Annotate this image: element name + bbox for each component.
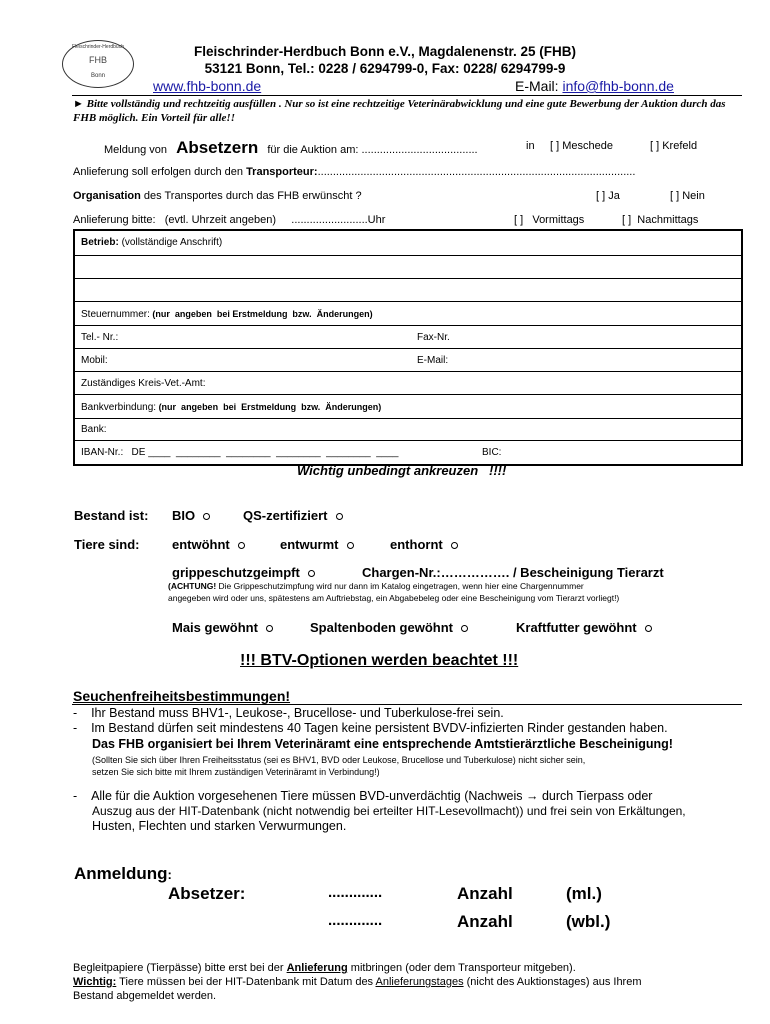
seuchen-b2: - Im Bestand dürfen seit mindestens 40 Tagen keine persistent BVDV-infizierten Rinder gestanden haben. xyxy=(73,721,668,735)
nein-checkbox[interactable]: [ ] Nein xyxy=(670,190,705,202)
ml-label: (ml.) xyxy=(566,884,602,903)
entwoehnt-option[interactable] xyxy=(172,537,245,552)
absetzer-dots-1[interactable]: ............. xyxy=(328,884,383,901)
absetzer-label: Absetzer: xyxy=(168,884,246,903)
form-email-label: E-Mail: xyxy=(417,355,449,366)
entwurmt-label: entwurmt xyxy=(280,537,339,552)
footer-l2-c: Anlieferungstages xyxy=(375,976,464,988)
mobil-email-row[interactable] xyxy=(75,348,741,371)
achtung-line2: angegeben wird oder uns, spätestens am Auftriebstag, ein Abgabebeleg oder eine Bescheinigung vom Tierarzt vorliegt!) xyxy=(168,593,620,603)
steuer-label: Steuernummer: xyxy=(81,309,150,320)
footer-line2 xyxy=(73,976,642,988)
address-line-2[interactable] xyxy=(75,278,741,301)
anmeldung-colon: : xyxy=(167,867,172,882)
bank-label: Bank: xyxy=(81,424,107,435)
nachmittags-checkbox[interactable]: [ ] Nachmittags xyxy=(622,214,699,226)
organisation-label: Organisation xyxy=(73,190,141,202)
seuchen-b3: - Alle für die Auktion vorgesehenen Tiere müssen BVD-unverdächtig (Nachweis → durch Tierpass oder xyxy=(73,789,653,803)
seuchen-b2-note2: setzen Sie sich bitte mit Ihrem zuständigen Veterinäramt in Verbindung!) xyxy=(92,767,380,777)
kraftfutter-radio[interactable] xyxy=(645,625,652,632)
bio-option[interactable] xyxy=(172,508,210,523)
transporteur-prefix: Anlieferung soll erfolgen durch den xyxy=(73,166,247,178)
tel-fax-row[interactable] xyxy=(75,325,741,348)
footer-l1-c: mitbringen (oder dem Transporteur mitgeben). xyxy=(347,962,576,974)
qs-label: QS-zertifiziert xyxy=(243,508,328,523)
email-link[interactable]: info@fhb-bonn.de xyxy=(562,78,674,94)
logo-bottom-text: Bonn xyxy=(90,73,105,79)
bankverbindung-note: (nur angeben bei Erstmeldung bzw. Änderungen) xyxy=(156,402,382,412)
seuchen-b3-line2: Auszug aus der HIT-Datenbank (nicht notwendig bei erteilter HIT-Lesevollmacht)) und frei sein von Erkältungen, xyxy=(92,804,686,818)
wichtig-ankreuzen: Wichtig unbedingt ankreuzen !!!! xyxy=(297,463,507,478)
mais-radio[interactable] xyxy=(266,625,273,632)
logo-top-text: Fleischrinder-Herdbuch xyxy=(72,44,124,50)
footer-l2-a: Wichtig: xyxy=(73,976,117,988)
seuchen-b1: - Ihr Bestand muss BHV1-, Leukose-, Brucellose- und Tuberkulose-frei sein. xyxy=(73,706,504,720)
transporteur-label: Transporteur: xyxy=(246,166,318,178)
entwoehnt-radio[interactable] xyxy=(238,542,245,549)
seuchen-b3-line1: Alle für die Auktion vorgesehenen Tiere müssen BVD-unverdächtig (Nachweis → durch Tierpass oder xyxy=(91,789,653,803)
vormittags-checkbox[interactable]: [ ] Vormittags xyxy=(514,214,585,226)
anmeldung-title-text: Anmeldung xyxy=(74,864,168,883)
email-row xyxy=(515,78,674,94)
absetzer-dots-2[interactable]: ............. xyxy=(328,912,383,929)
mais-label: Mais gewöhnt xyxy=(172,620,258,635)
iban-label: IBAN-Nr.: DE ____ ________ ________ ________ ________ ____ xyxy=(81,447,399,458)
fax-label: Fax-Nr. xyxy=(417,332,450,343)
steuer-row[interactable] xyxy=(75,301,741,325)
seuchen-b1-text: Ihr Bestand muss BHV1-, Leukose-, Brucellose- und Tuberkulose-frei sein. xyxy=(91,706,504,720)
header-line1: Fleischrinder-Herdbuch Bonn e.V., Magdalenenstr. 25 (FHB) xyxy=(193,44,577,59)
bankverbindung-row[interactable] xyxy=(75,394,741,418)
anzahl-label-1: Anzahl xyxy=(457,884,513,903)
entwurmt-option[interactable] xyxy=(280,537,354,552)
organisation-text: des Transportes durch das FHB erwünscht ? xyxy=(140,190,362,202)
email-label: E-Mail: xyxy=(515,78,559,94)
bestand-label: Bestand ist: xyxy=(74,508,149,523)
seuchen-divider xyxy=(72,704,742,705)
iban-row[interactable] xyxy=(75,440,741,462)
spaltenboden-option[interactable] xyxy=(310,620,468,635)
seuchen-b3-line3: Husten, Flechten und starken Verwurmungen. xyxy=(92,819,347,833)
betrieb-note: (vollständige Anschrift) xyxy=(118,237,223,248)
mais-option[interactable] xyxy=(172,620,273,635)
steuer-note: (nur angeben bei Erstmeldung bzw. Änderungen) xyxy=(149,309,373,319)
spaltenboden-label: Spaltenboden gewöhnt xyxy=(310,620,453,635)
btv-heading: !!! BTV-Optionen werden beachtet !!! xyxy=(240,652,519,669)
betrieb-label: Betrieb: xyxy=(81,237,119,248)
meldung-big: Absetzern xyxy=(176,138,259,157)
website-link[interactable]: www.fhb-bonn.de xyxy=(153,78,262,94)
bank-row[interactable] xyxy=(75,418,741,440)
ja-checkbox[interactable]: [ ] Ja xyxy=(596,190,620,202)
seuchen-b2-bold: Das FHB organisiert bei Ihrem Veterinäramt eine entsprechende Amtstierärztliche Bescheinigung! xyxy=(92,737,673,751)
grippe-option[interactable] xyxy=(172,565,315,580)
spaltenboden-radio[interactable] xyxy=(461,625,468,632)
address-form-box xyxy=(73,229,743,466)
meldung-row xyxy=(104,138,478,158)
footer-l1-a: Begleitpapiere (Tierpässe) bitte erst bei der xyxy=(73,962,287,974)
logo-mid-text: FHB xyxy=(89,55,107,65)
kreis-vet-label: Zuständiges Kreis-Vet.-Amt: xyxy=(81,378,206,389)
qs-option[interactable] xyxy=(243,508,343,523)
meldung-in: in xyxy=(526,140,535,152)
mobil-label: Mobil: xyxy=(81,355,108,366)
footer-line3: Bestand abgemeldet werden. xyxy=(73,990,217,1002)
notice-text: ► Bitte vollständig und rechtzeitig ausfüllen . Nur so ist eine rechtzeitige Veterinärabwicklung und eine gute Bewerbung der Auktion durch das FHB möglich. Ein Vorteil für alle!! xyxy=(73,98,726,124)
enthornt-label: enthornt xyxy=(390,537,443,552)
footer-line1 xyxy=(73,962,576,974)
transporteur-dots[interactable]: ........................................................................................................ xyxy=(317,166,636,178)
footer-l2-b: Tiere müssen bei der HIT-Datenbank mit Datum des xyxy=(116,976,376,988)
bic-label: BIC: xyxy=(482,447,502,458)
grippe-label: grippeschutzgeimpft xyxy=(172,565,300,580)
kreis-vet-row[interactable] xyxy=(75,371,741,394)
header-divider xyxy=(72,95,742,96)
anlieferung-bitte-text[interactable]: Anlieferung bitte: (evtl. Uhrzeit angeben) .........................Uhr xyxy=(73,214,386,226)
wbl-label: (wbl.) xyxy=(566,912,611,931)
entwoehnt-label: entwöhnt xyxy=(172,537,230,552)
krefeld-checkbox[interactable]: [ ] Krefeld xyxy=(650,140,698,152)
kraftfutter-option[interactable] xyxy=(516,620,652,635)
seuchen-b2-text: Im Bestand dürfen seit mindestens 40 Tagen keine persistent BVDV-infizierten Rinder gestanden haben. xyxy=(91,721,668,735)
achtung-bold: (ACHTUNG! xyxy=(168,581,217,591)
meschede-checkbox[interactable]: [ ] Meschede xyxy=(550,140,613,152)
entwurmt-radio[interactable] xyxy=(347,542,354,549)
seuchen-title: Seuchenfreiheitsbestimmungen! xyxy=(73,688,291,704)
address-line-1[interactable] xyxy=(75,255,741,278)
bankverbindung-label: Bankverbindung: xyxy=(81,402,157,413)
grippe-radio[interactable] xyxy=(308,570,315,577)
organisation-row xyxy=(73,190,362,202)
fhb-logo xyxy=(62,40,134,88)
anmeldung-title xyxy=(74,864,172,884)
bio-label: BIO xyxy=(172,508,196,523)
footer-l2-d: (nicht des Auktionstages) aus Ihrem xyxy=(463,976,642,988)
betrieb-row[interactable] xyxy=(75,231,741,253)
enthornt-option[interactable] xyxy=(390,537,458,552)
chargen-field[interactable]: Chargen-Nr.:……………. / Bescheinigung Tierarzt xyxy=(362,565,664,580)
footer-l1-b: Anlieferung xyxy=(286,962,348,974)
achtung-line1: Die Grippeschutzimpfung wird nur dann im Katalog eingetragen, wenn hier eine Chargennummer xyxy=(216,581,584,591)
header-line2: 53121 Bonn, Tel.: 0228 / 6294799-0, Fax: 0228/ 6294799-9 xyxy=(204,61,566,76)
kraftfutter-label: Kraftfutter gewöhnt xyxy=(516,620,637,635)
anzahl-label-2: Anzahl xyxy=(457,912,513,931)
transporteur-row xyxy=(73,166,635,178)
seuchen-b2-note1: (Sollten Sie sich über Ihren Freiheitsstatus (sei es BHV1, BVD oder Leukose, Brucellose und Tuberkulose) nicht sicher sein, xyxy=(92,755,586,765)
meldung-prefix: Meldung von xyxy=(104,144,167,156)
meldung-mid: für die Auktion am: ...................................... xyxy=(267,144,478,156)
qs-radio[interactable] xyxy=(336,513,343,520)
tiere-label: Tiere sind: xyxy=(74,537,140,552)
enthornt-radio[interactable] xyxy=(451,542,458,549)
achtung-note xyxy=(168,580,743,604)
bio-radio[interactable] xyxy=(203,513,210,520)
tel-label: Tel.- Nr.: xyxy=(81,332,119,343)
